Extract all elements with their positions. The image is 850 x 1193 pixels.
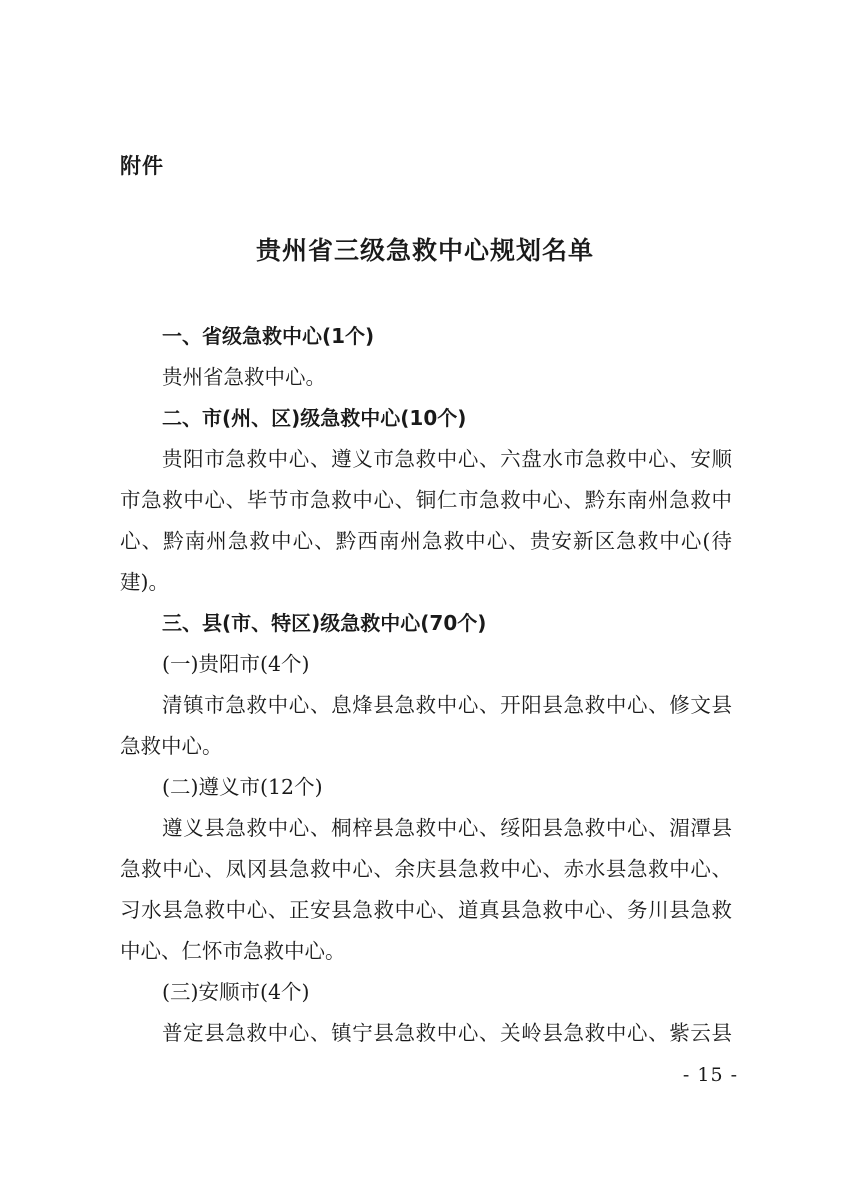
paragraph-line: 市急救中心、毕节市急救中心、铜仁市急救中心、黔东南州急救中 <box>120 488 732 512</box>
paragraph-line: 心、黔南州急救中心、黔西南州急救中心、贵安新区急救中心(待 <box>120 529 732 553</box>
subsection-heading-guiyang: (一)贵阳市(4个) <box>162 652 310 676</box>
section-heading-provincial: 一、省级急救中心(1个) <box>162 324 375 348</box>
paragraph-line: 贵阳市急救中心、遵义市急救中心、六盘水市急救中心、安顺 <box>162 447 732 471</box>
paragraph-line: 建)。 <box>120 570 169 594</box>
paragraph-line: 急救中心。 <box>120 734 223 758</box>
paragraph-line: 贵州省急救中心。 <box>162 365 326 389</box>
paragraph-line: 普定县急救中心、镇宁县急救中心、关岭县急救中心、紫云县 <box>162 1021 732 1045</box>
paragraph-line: 遵义县急救中心、桐梓县急救中心、绥阳县急救中心、湄潭县 <box>162 816 732 840</box>
subsection-heading-zunyi: (二)遵义市(12个) <box>162 775 323 799</box>
document-title: 贵州省三级急救中心规划名单 <box>255 236 594 265</box>
paragraph-line: 习水县急救中心、正安县急救中心、道真县急救中心、务川县急救 <box>120 898 732 922</box>
paragraph-line: 中心、仁怀市急救中心。 <box>120 939 346 963</box>
document-body <box>120 316 732 1054</box>
section-heading-municipal: 二、市(州、区)级急救中心(10个) <box>162 406 467 430</box>
section-heading-county: 三、县(市、特区)级急救中心(70个) <box>162 611 487 635</box>
page-number: - 15 - <box>682 1064 738 1086</box>
attachment-label: 附件 <box>120 154 164 178</box>
paragraph-line: 急救中心、凤冈县急救中心、余庆县急救中心、赤水县急救中心、 <box>120 857 732 881</box>
paragraph-line: 清镇市急救中心、息烽县急救中心、开阳县急救中心、修文县 <box>162 693 732 717</box>
subsection-heading-anshun: (三)安顺市(4个) <box>162 980 310 1004</box>
